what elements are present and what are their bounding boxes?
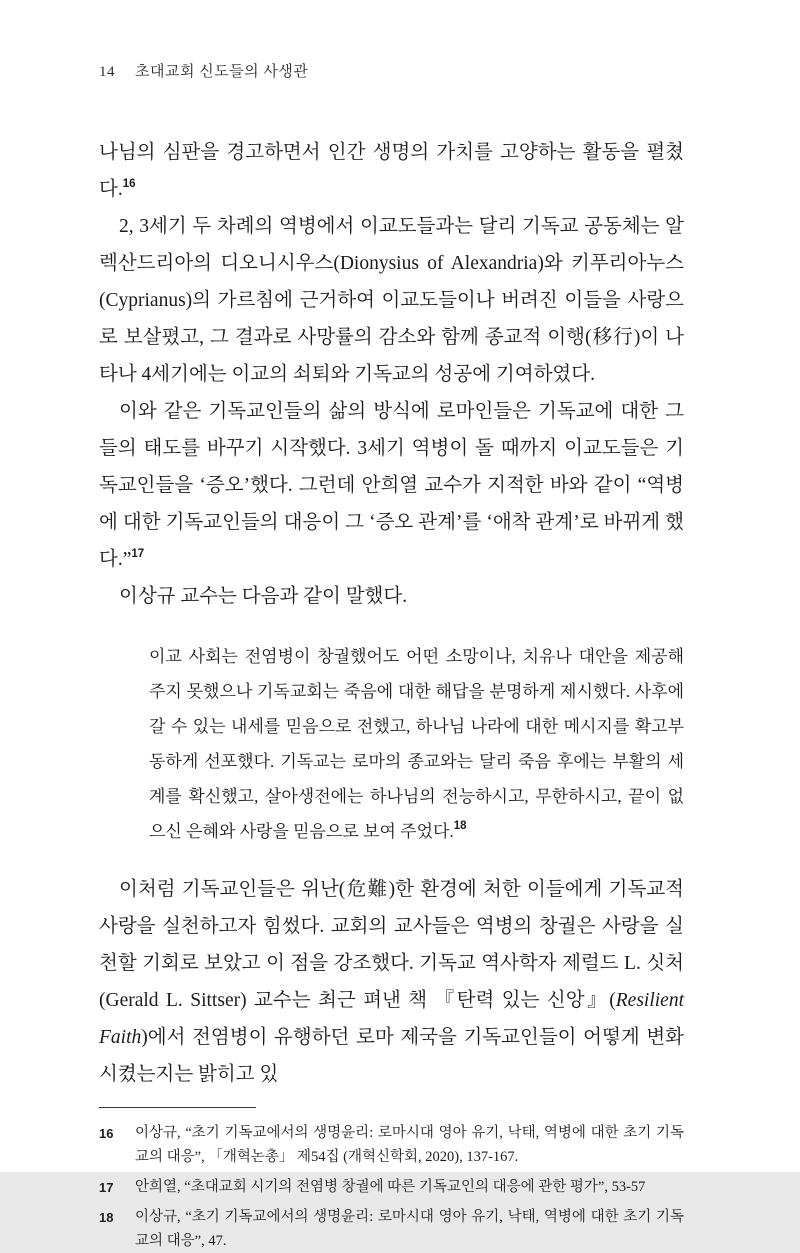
footnote-ref-16: 16 [122,178,136,190]
footnote-item-18 [99,1205,684,1253]
paragraph-5-text-pre: 이처럼 기독교인들은 위난(危難)한 환경에 처한 이들에게 기독교적 사랑을 실천하고자 힘썼다. 교회의 교사들은 역병의 창궐은 사랑을 실천할 기회로 보았고 이 점을 강조했다. 기독교 역사학자 제럴드 L. 싯처(Gerald L. Sittser) 교수는 최근 펴낸 책 『탄력 있는 신앙』( [99,879,684,1011]
footnote-ref-18: 18 [453,820,467,832]
footnotes-section [99,1107,684,1253]
chapter-title: 초대교회 신도들의 사생관 [135,64,309,80]
page-number: 14 [99,64,115,80]
paragraph-4-text: 이상규 교수는 다음과 같이 말했다. [119,586,408,607]
paragraph-1-text: 나님의 심판을 경고하면서 인간 생명의 가치를 고양하는 활동을 펼쳤다. [99,142,684,200]
paragraph-3-text: 이와 같은 기독교인들의 삶의 방식에 로마인들은 기독교에 대한 그들의 태도를 바꾸기 시작했다. 3세기 역병이 돌 때까지 이교도들은 기독교인들을 ‘증오’했다. 그런데 안희열 교수가 지적한 바와 같이 “역병에 대한 기독교인들의 대응이 그 ‘증오 관계’를 ‘애착 관계’로 바뀌게 했다.” [99,401,684,570]
footnote-number: 17 [99,1180,114,1195]
block-quote-text: 이교 사회는 전염병이 창궐했어도 어떤 소망이나, 치유나 대안을 제공해 주지 못했으나 기독교회는 죽음에 대한 해답을 분명하게 제시했다. 사후에 갈 수 있는 내세를 믿음으로 전했고, 하나님 나라에 대한 메시지를 확고부동하게 선포했다. 기독교는 로마의 종교와는 달리 죽음 후에는 부활의 세계를 확신했고, 살아생전에는 하나님의 전능하시고, 무한하시고, 끝이 없으신 은혜와 사랑을 믿음으로 보여 주었다. [149,647,684,841]
block-quote [149,639,684,849]
paragraph-1 [99,134,684,208]
footnote-number: 16 [99,1126,114,1141]
body-text [99,134,684,1093]
footnote-text: 이상규, “초기 기독교에서의 생명윤리: 로마시대 영아 유기, 낙태, 역병에 대한 초기 기독교의 대응”, 47. [135,1209,684,1249]
footnote-text: 이상규, “초기 기독교에서의 생명윤리: 로마시대 영아 유기, 낙태, 역병에 대한 초기 기독교의 대응”, 「개혁논총」 제54집 (개혁신학회, 2020), 137-167. [135,1125,684,1165]
footnote-item-17 [99,1175,684,1199]
paragraph-3 [99,393,684,578]
paragraph-4 [99,578,684,615]
running-header [99,62,684,82]
paragraph-5-text-post: )에서 전염병이 유행하던 로마 제국을 기독교인들이 어떻게 변화시켰는지는 밝히고 있 [99,1027,684,1085]
footnote-item-16 [99,1121,684,1169]
footnote-ref-17: 17 [131,548,145,560]
footnote-divider [99,1107,256,1108]
paragraph-5-book-title-latin: Resilient Faith [99,990,684,1048]
paragraph-2 [99,208,684,393]
paragraph-5 [99,871,684,1093]
footnote-text: 안희열, “초대교회 시기의 전염병 창궐에 따른 기독교인의 대응에 관한 평가”, 53-57 [135,1179,646,1195]
footnote-number: 18 [99,1210,114,1225]
paragraph-2-text: 2, 3세기 두 차례의 역병에서 이교도들과는 달리 기독교 공동체는 알렉산드리아의 디오니시우스(Dionysius of Alexandria)와 키푸리아누스(Cyprianus)의 가르침에 근거하여 이교도들이나 버려진 이들을 사랑으로 보살폈고, 그 결과로 사망률의 감소와 함께 종교적 이행(移行)이 나타나 4세기에는 이교의 쇠퇴와 기독교의 성공에 기여하였다. [99,216,684,385]
